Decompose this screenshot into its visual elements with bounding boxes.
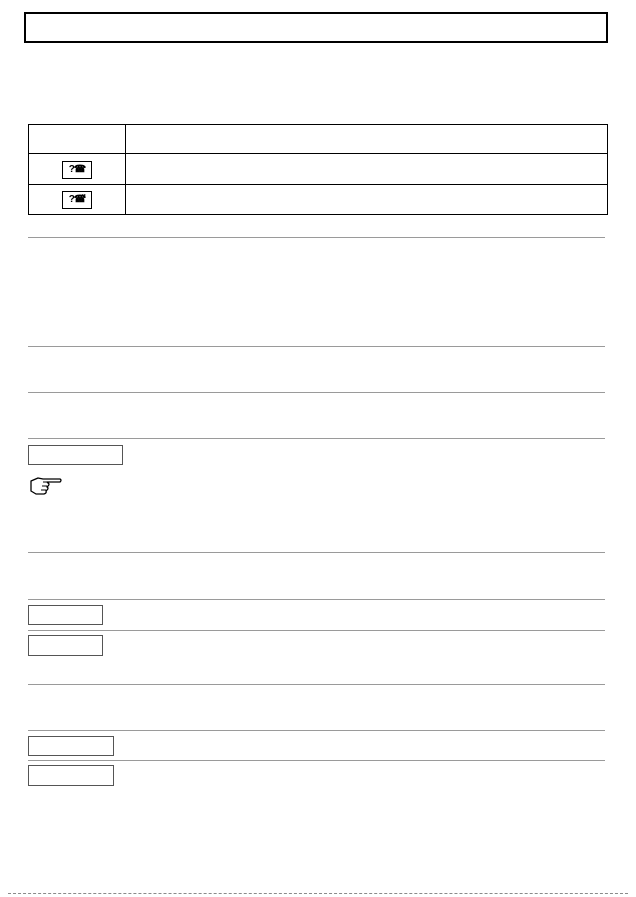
table-header-row (29, 125, 608, 154)
page-bottom-edge (8, 893, 628, 894)
table-header-cell (29, 125, 126, 154)
section-divider (28, 730, 605, 731)
section-divider (28, 760, 605, 761)
section-divider (28, 630, 605, 631)
table-row (29, 185, 608, 215)
phone-question-dots-icon: ?☎̈ (62, 191, 92, 209)
icon-table (28, 124, 608, 215)
section-divider (28, 237, 605, 238)
table-cell-icon (29, 154, 126, 185)
table-header-cell (126, 125, 608, 154)
key-label-box (28, 605, 103, 625)
section-divider (28, 438, 605, 439)
pointing-hand-icon (29, 476, 63, 496)
section-divider (28, 552, 605, 553)
section-divider (28, 392, 605, 393)
section-divider (28, 599, 605, 600)
section-divider (28, 346, 605, 347)
section-divider (28, 684, 605, 685)
key-label-box (28, 736, 114, 756)
key-label-box (28, 445, 123, 465)
table-row (29, 154, 608, 185)
key-label-box (28, 765, 114, 786)
page-title-box (24, 12, 608, 43)
key-label-box (28, 635, 103, 656)
table-cell-description (126, 185, 608, 215)
table-cell-icon (29, 185, 126, 215)
table-cell-description (126, 154, 608, 185)
phone-question-icon: ?☎ (62, 161, 92, 179)
